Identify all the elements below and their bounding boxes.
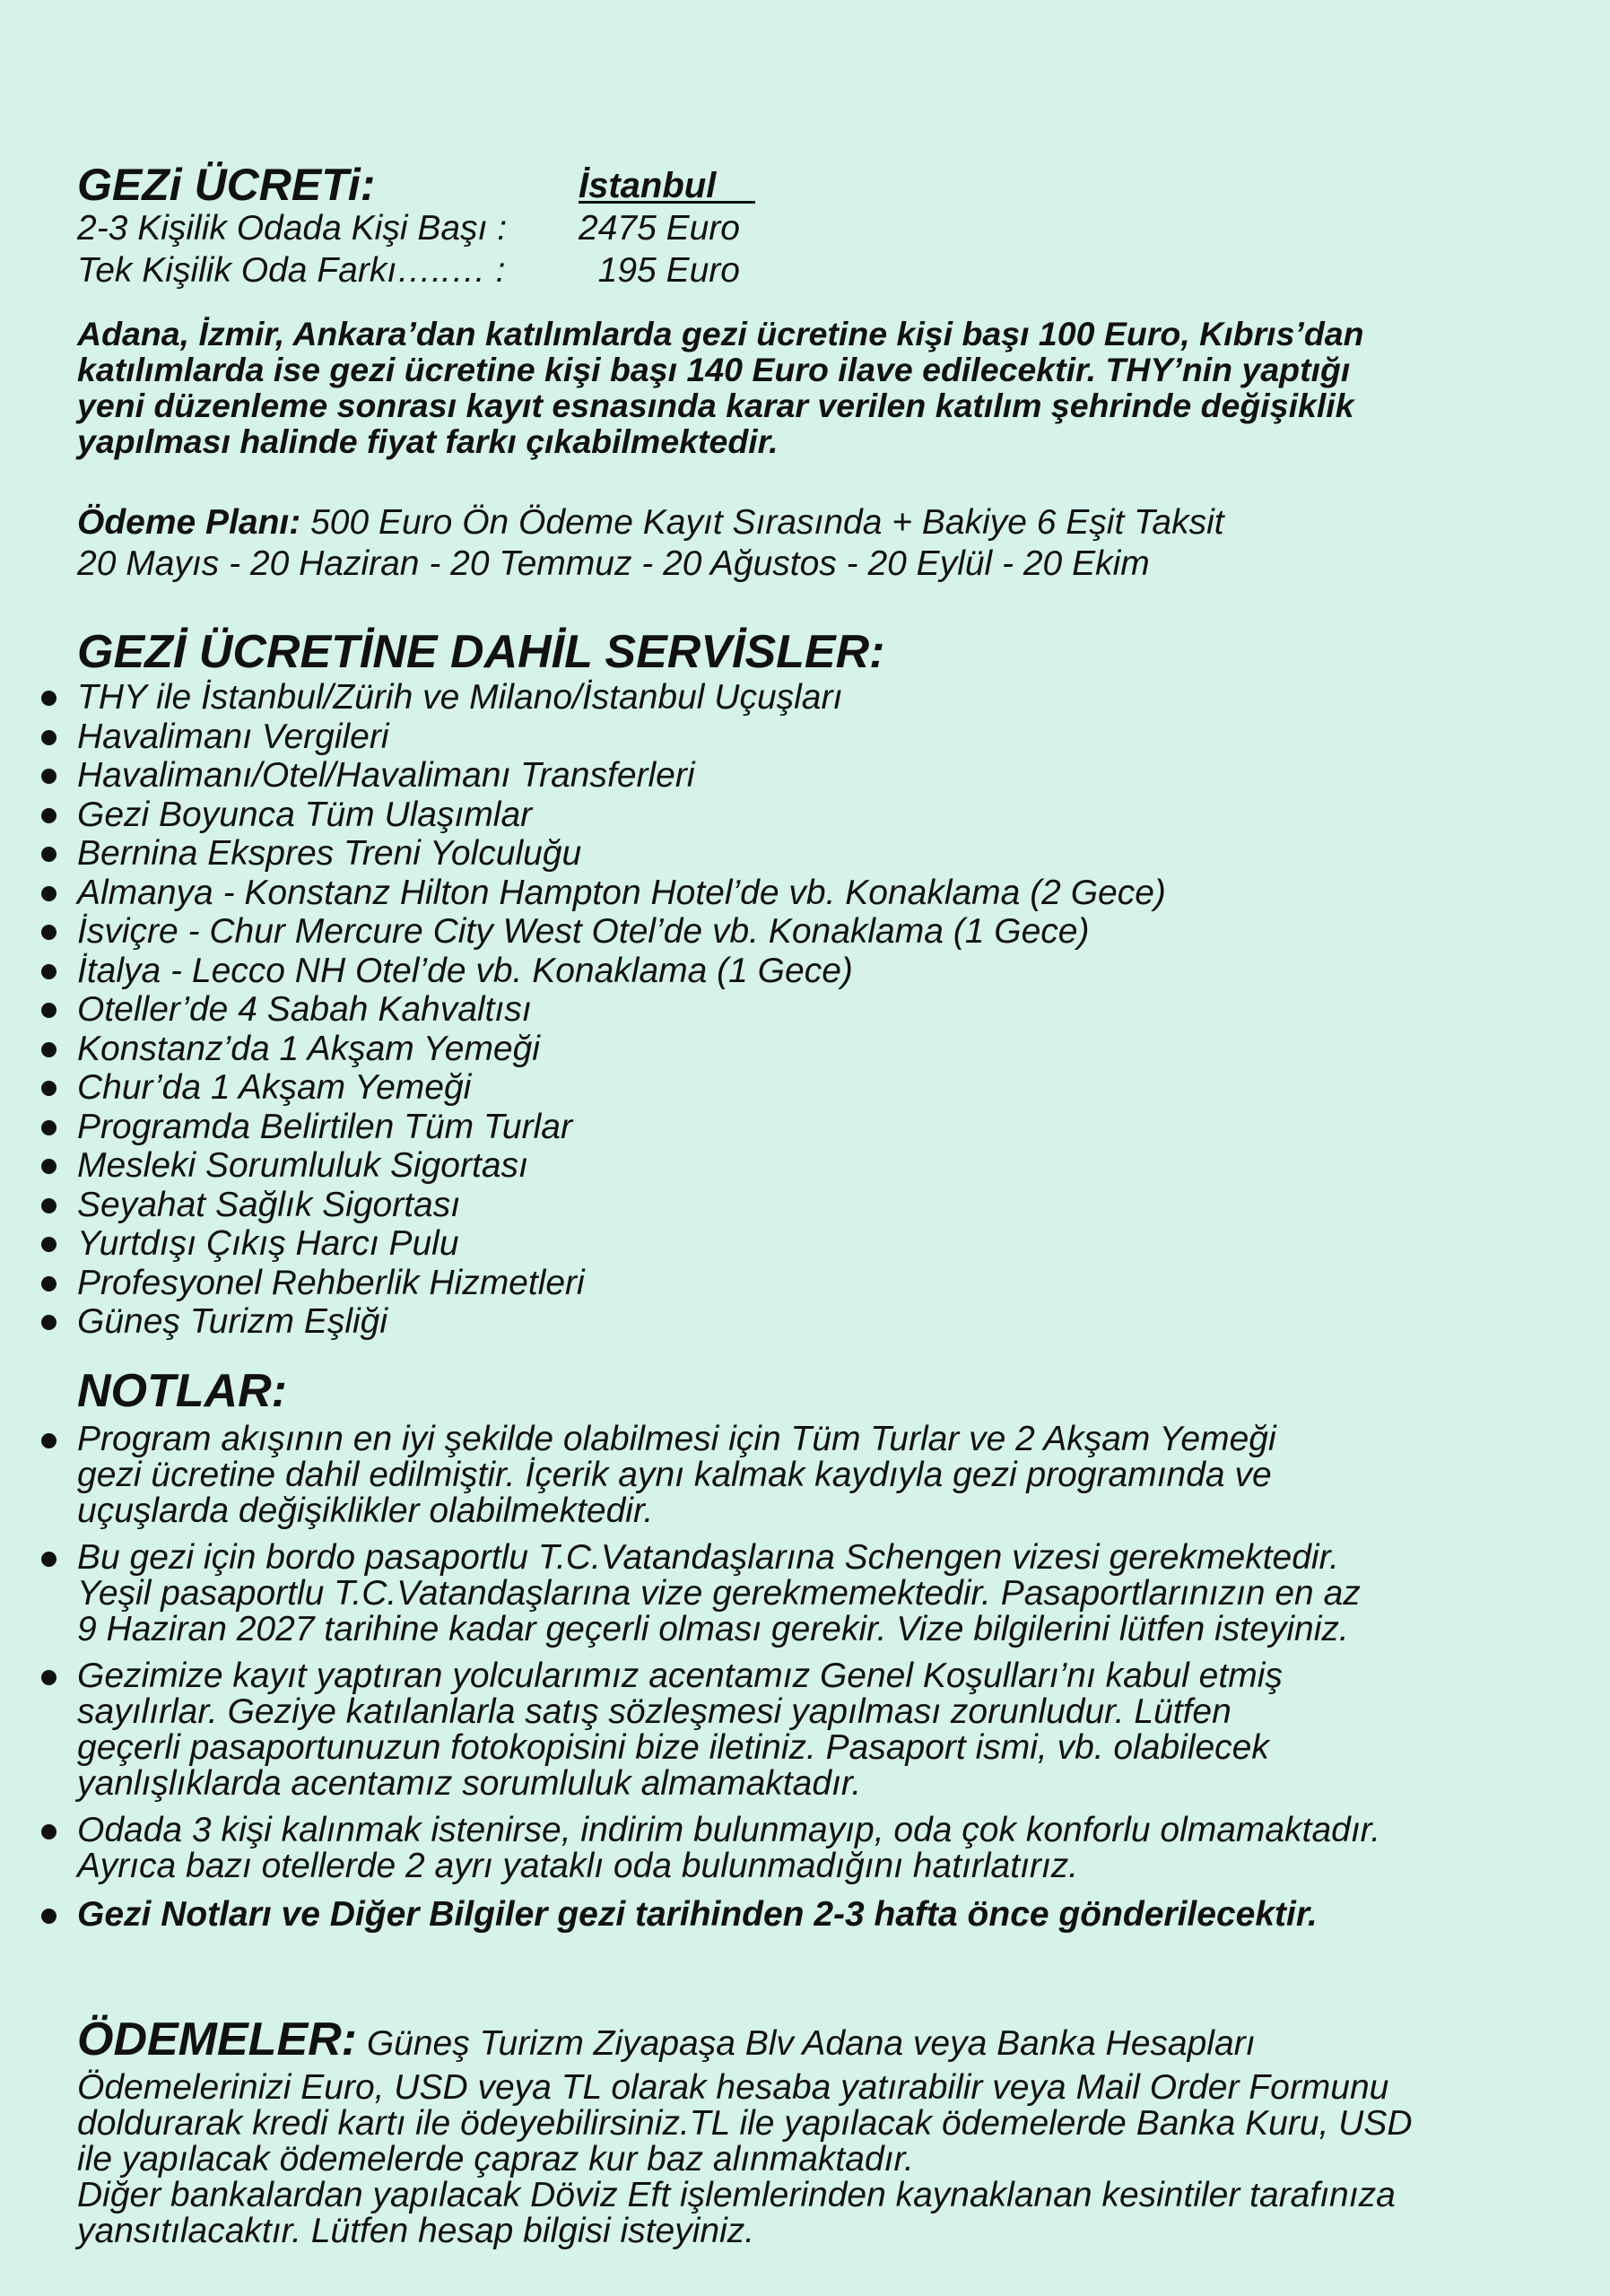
fee-label-single-supplement: Tek Kişilik Oda Farkı…..… : (77, 251, 506, 290)
list-item: Havalimanı/Otel/Havalimanı Transferleri (0, 756, 1166, 796)
payments-section (77, 2013, 1413, 2249)
list-item: İsviçre - Chur Mercure City West Otel’de vb. Konaklama (1 Gece) (0, 912, 1166, 952)
note-item: Bu gezi için bordo pasaportlu T.C.Vatandaşlarına Schengen vizesi gerekmektedir. Yeşil pasaportlu T.C.Vatandaşlarına vize gerekmemektedir. Pasaportlarınızın en az 9 Haziran 2027 tarihine kadar geçerli olması gerekir. Vize bilgilerini lütfen isteyiniz. (0, 1540, 1380, 1648)
payment-plan-text: 500 Euro Ön Ödeme Kayıt Sırasında + Bakiye 6 Eşit Taksit (300, 503, 1224, 542)
surcharge-line: Adana, İzmir, Ankara’dan katılımlarda gezi ücretine kişi başı 100 Euro, Kıbrıs’dan (77, 315, 1364, 352)
bullet-icon (41, 886, 57, 901)
list-item: Havalimanı Vergileri (0, 718, 1166, 757)
bullet-icon (41, 1198, 57, 1213)
notes-list (0, 1422, 1380, 1933)
list-item: Yurtdışı Çıkış Harcı Pulu (0, 1224, 1166, 1264)
list-item: Konstanz’da 1 Akşam Yemeği (0, 1030, 1166, 1069)
payments-line: ile yapılacak ödemelerde çapraz kur baz alınmaktadır. (77, 2140, 914, 2179)
list-item: Gezi Boyunca Tüm Ulaşımlar (0, 796, 1166, 835)
bullet-icon (41, 1081, 57, 1096)
city-header: İstanbul (579, 165, 755, 204)
bullet-icon (41, 1315, 57, 1330)
list-item: THY ile İstanbul/Zürih ve Milano/İstanbul Uçuşları (0, 678, 1166, 718)
surcharge-paragraph (77, 316, 1584, 459)
bullet-icon (41, 964, 57, 979)
bullet-icon (41, 1552, 57, 1567)
payment-plan (77, 502, 1224, 585)
payment-plan-dates: 20 Mayıs - 20 Haziran - 20 Temmuz - 20 Ağustos - 20 Eylül - 20 Ekim (77, 544, 1150, 583)
payments-line: yansıtılacaktır. Lütfen hesap bilgisi isteyiniz. (77, 2212, 755, 2250)
fee-label-double-room: 2-3 Kişilik Odada Kişi Başı : (77, 209, 508, 248)
bullet-icon (41, 925, 57, 940)
list-item: Güneş Turizm Eşliği (0, 1302, 1166, 1342)
fee-value-double-room: 2475 Euro (579, 209, 740, 248)
fee-title: GEZi ÜCRETi: (77, 160, 376, 210)
payments-title: ÖDEMELER: (77, 2013, 357, 2066)
fee-value-single-supplement: 195 Euro (579, 251, 740, 290)
services-list (0, 678, 1166, 1342)
bullet-icon (41, 1159, 57, 1174)
payment-plan-label: Ödeme Planı: (77, 503, 301, 542)
services-title: GEZİ ÜCRETİNE DAHİL SERVİSLER: (77, 626, 885, 678)
bullet-icon (41, 730, 57, 745)
surcharge-line: yapılması halinde fiyat farkı çıkabilmektedir. (77, 422, 779, 460)
payments-intro: Güneş Turizm Ziyapaşa Blv Adana veya Banka Hesapları (357, 2024, 1256, 2063)
surcharge-line: yeni düzenleme sonrası kayıt esnasında karar verilen katılım şehrinde değişiklik (77, 387, 1354, 424)
bullet-icon (41, 1120, 57, 1135)
bullet-icon (41, 769, 57, 784)
bullet-icon (41, 1670, 57, 1685)
note-item: Gezimize kayıt yaptıran yolcularımız acentamız Genel Koşulları’nı kabul etmiş sayılırlar. Geziye katılanlarla satış sözleşmesi yapılması zorunludur. Lütfen geçerli pasaportunuzun fotokopisini bize iletiniz. Pasaport ismi, vb. olabilecek yanlışlıklarda acentamız sorumluluk almamaktadır. (0, 1658, 1380, 1802)
list-item: Almanya - Konstanz Hilton Hampton Hotel’de vb. Konaklama (2 Gece) (0, 874, 1166, 913)
bullet-icon (41, 1824, 57, 1839)
list-item: Programda Belirtilen Tüm Turlar (0, 1108, 1166, 1147)
note-item: Gezi Notları ve Diğer Bilgiler gezi tarihinden 2-3 hafta önce gönderilecektir. (0, 1897, 1380, 1933)
bullet-icon (41, 1276, 57, 1292)
bullet-icon (41, 1909, 57, 1924)
payments-line: doldurarak kredi kartı ile ödeyebilirsiniz.TL ile yapılacak ödemelerde Banka Kuru, USD (77, 2104, 1413, 2143)
note-item: Odada 3 kişi kalınmak istenirse, indirim bulunmayıp, oda çok konforlu olmamaktadır. Ayrıca bazı otellerde 2 ayrı yataklı oda bulunmadığını hatırlatırız. (0, 1813, 1380, 1884)
bullet-icon (41, 808, 57, 823)
payments-line: Ödemelerinizi Euro, USD veya TL olarak hesaba yatırabilir veya Mail Order Formunu (77, 2068, 1389, 2107)
bullet-icon (41, 1237, 57, 1252)
list-item: Chur’da 1 Akşam Yemeği (0, 1068, 1166, 1108)
list-item: Profesyonel Rehberlik Hizmetleri (0, 1264, 1166, 1303)
payments-line: Diğer bankalardan yapılacak Döviz Eft işlemlerinden kaynaklanan kesintiler tarafınıza (77, 2176, 1396, 2214)
list-item: İtalya - Lecco NH Otel’de vb. Konaklama (1 Gece) (0, 952, 1166, 991)
list-item: Mesleki Sorumluluk Sigortası (0, 1146, 1166, 1186)
note-item: Program akışının en iyi şekilde olabilmesi için Tüm Turlar ve 2 Akşam Yemeği gezi ücretine dahil edilmiştir. İçerik aynı kalmak kaydıyla gezi programında ve uçuşlarda değişiklikler olabilmektedir. (0, 1422, 1380, 1529)
list-item: Oteller’de 4 Sabah Kahvaltısı (0, 990, 1166, 1030)
list-item: Bernina Ekspres Treni Yolculuğu (0, 834, 1166, 874)
surcharge-line: katılımlarda ise gezi ücretine kişi başı 140 Euro ilave edilecektir. THY’nin yaptığı (77, 351, 1351, 388)
bullet-icon (41, 1433, 57, 1448)
notes-title: NOTLAR: (77, 1365, 287, 1417)
bullet-icon (41, 1042, 57, 1057)
bullet-icon (41, 1003, 57, 1018)
bullet-icon (41, 847, 57, 862)
list-item: Seyahat Sağlık Sigortası (0, 1186, 1166, 1225)
bullet-icon (41, 691, 57, 706)
